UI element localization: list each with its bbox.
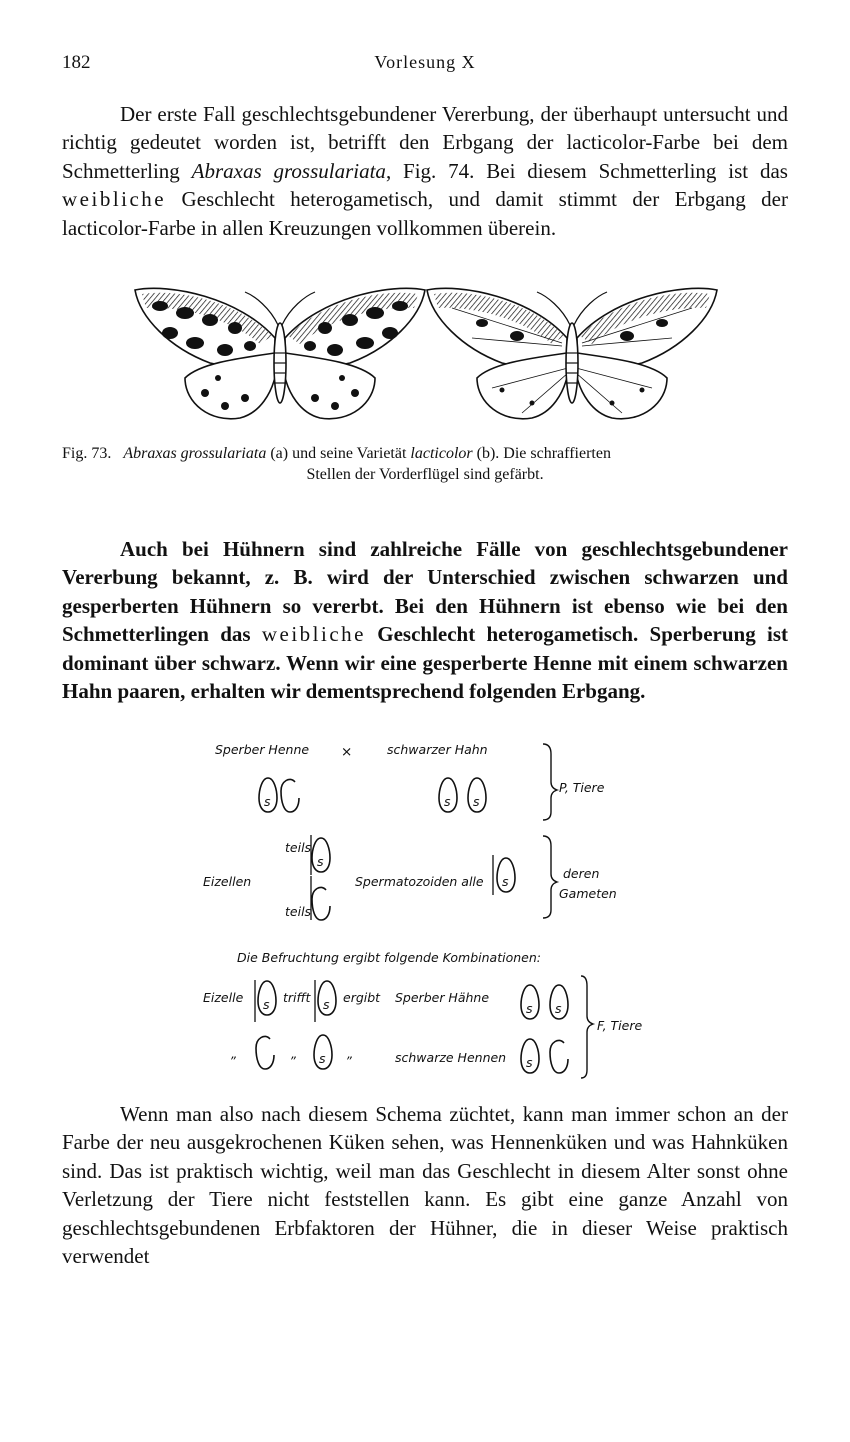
ditto-mark-1: „ (231, 1046, 238, 1061)
inheritance-diagram (195, 740, 665, 1085)
paragraph-1-species: Abraxas grossulariata (191, 158, 386, 183)
paragraph-2-spaced: weibliche (261, 622, 366, 647)
label-spermatozoiden: Spermatozoiden alle (355, 874, 484, 889)
paragraph-1-text-c: Geschlecht heterogametisch, und damit stimmt der Erbgang der lacticolor-Farbe in allen Kreuzungen vollkommen überein. (62, 187, 788, 240)
label-ergibt: ergibt (343, 990, 381, 1005)
label-gameten: Gameten (559, 886, 617, 901)
s-marker: s (502, 874, 509, 889)
cross-symbol: × (341, 744, 353, 760)
paragraph-1-text-b: , Fig. 74. Bei diesem Schmetterling ist das (385, 158, 788, 183)
caption-label: Fig. 73. (62, 445, 112, 462)
label-eizellen: Eizellen (203, 874, 252, 889)
label-schwarze-hennen: schwarze Hennen (395, 1050, 507, 1065)
caption-variety: lacticolor (410, 445, 473, 462)
label-f1-tiere: F, Tiere (597, 1018, 643, 1033)
paragraph-2-text-a: Auch bei Hühnern sind zahlreiche Fälle von geschlechtsgebundener Vererbung bekannt, z. B. wird der Unterschied zwischen schwarzen und gesperberten Hühnern so vererbt. Bei den Hühnern ist ebenso wie bei den Schmetterlingen das (62, 537, 788, 647)
butterfly-figure (130, 278, 720, 430)
s-marker: s (264, 794, 271, 809)
label-befruchtung: Die Befruchtung ergibt folgende Kombinationen: (237, 950, 541, 965)
label-eizelle: Eizelle (203, 990, 244, 1005)
figure-caption (62, 443, 788, 485)
butterfly-a (135, 288, 425, 418)
paragraph-2-text-b: Geschlecht heterogametisch. Sperberung ist dominant über schwarz. Wenn wir eine gesperberte Henne mit einem schwarzen Hahn paaren, erhalten wir dementsprechend folgenden Erbgang. (62, 622, 788, 704)
butterfly-b (427, 288, 717, 418)
label-sperber-henne: Sperber Henne (215, 742, 310, 757)
paragraph-1-text-a: Der erste Fall geschlechtsgebundener Vererbung, der überhaupt untersucht und richtig gedeutet worden ist, betrifft den Erbgang der lacticolor-Farbe bei dem Schmetterling (62, 102, 788, 183)
paragraph-1-spaced: weibliche (62, 187, 167, 212)
paragraph-3-text: Wenn man also nach diesem Schema züchtet, kann man immer schon an der Farbe der neu ausgekrochenen Küken sehen, was Hennenküken und was Hahnküken sind. Das ist praktisch wichtig, weil man das Geschlecht in diesem Alter sonst ohne Verletzung der Tiere nicht feststellen kann. Es gibt eine ganze Anzahl von geschlechtsgebundenen Erbfaktoren der Hühner, die in dieser Weise praktisch verwendet (62, 1102, 788, 1269)
p-rooster-chromosomes (439, 778, 486, 812)
s-marker: s (319, 1051, 326, 1066)
paragraph-1 (62, 100, 788, 242)
caption-line-2: Stellen der Vorderflügel sind gefärbt. (306, 466, 544, 483)
s-marker: s (444, 794, 451, 809)
caption-species: Abraxas grossulariata (123, 445, 267, 462)
page-number: 182 (62, 52, 91, 73)
label-sperber-haehne: Sperber Hähne (395, 990, 490, 1005)
ditto-mark-2: „ (291, 1046, 298, 1061)
ditto-mark-3: „ (347, 1046, 354, 1061)
s-marker: s (555, 1001, 562, 1016)
label-trifft: trifft (283, 990, 311, 1005)
label-teils-bottom: teils (285, 904, 312, 919)
paragraph-2 (62, 535, 788, 705)
s-marker: s (323, 997, 330, 1012)
caption-text-a: (a) und seine Varietät (266, 445, 411, 462)
label-teils-top: teils (285, 840, 312, 855)
s-marker: s (526, 1055, 533, 1070)
s-marker: s (263, 997, 270, 1012)
p-hen-chromosomes (259, 778, 299, 812)
page-header (62, 52, 788, 80)
label-deren: deren (563, 866, 600, 881)
s-marker: s (473, 794, 480, 809)
s-marker: s (317, 854, 324, 869)
s-marker: s (526, 1001, 533, 1016)
label-p-tiere: P, Tiere (559, 780, 605, 795)
running-title: Vorlesung X (374, 52, 476, 72)
paragraph-3 (62, 1100, 788, 1270)
caption-text-b: (b). Die schraffierten (472, 445, 611, 462)
label-schwarzer-hahn: schwarzer Hahn (387, 742, 488, 757)
